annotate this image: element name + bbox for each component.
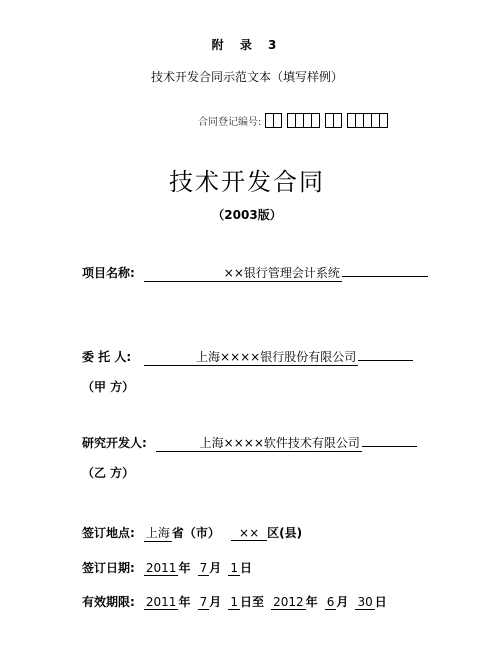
contract-title: 技术开发合同 — [169, 168, 325, 196]
start-month-suffix: 月 — [209, 595, 222, 609]
project-name-value: ××银行管理会计系统 — [144, 264, 342, 282]
end-month: 6 — [326, 595, 335, 609]
registration-box-group-3 — [326, 113, 342, 128]
contract-version: （2003版） — [212, 208, 282, 222]
document-subtitle: 技术开发合同示范文本（填写样例） — [150, 70, 343, 84]
start-year-suffix: 年 — [178, 595, 191, 609]
registration-box-group-4 — [348, 113, 388, 128]
party-a-label: （甲 方） — [82, 380, 135, 394]
sign-month: 7 — [199, 561, 208, 575]
client-row — [82, 346, 413, 366]
province-value: 上海 — [145, 526, 170, 540]
client-label: 委 托 人: — [82, 350, 132, 364]
developer-label: 研究开发人: — [82, 436, 147, 450]
registration-box — [273, 113, 282, 128]
signing-date-label: 签订日期: — [82, 561, 135, 575]
registration-box — [311, 113, 320, 128]
start-day: 1 — [230, 595, 238, 609]
end-year-suffix: 年 — [305, 595, 318, 609]
validity-row — [82, 591, 387, 610]
sign-day-suffix: 日 — [239, 561, 252, 575]
end-month-suffix: 月 — [336, 595, 349, 609]
district-value: ×× — [231, 526, 267, 541]
sign-year: 2011 — [145, 561, 177, 575]
developer-value: 上海××××软件技术有限公司 — [156, 434, 362, 452]
project-name-row — [82, 262, 428, 282]
signing-location-row — [82, 522, 302, 542]
registration-number-row — [198, 113, 388, 128]
signing-date-row — [82, 557, 252, 576]
developer-row — [82, 432, 417, 452]
province-suffix: 省（市） — [171, 526, 220, 540]
signing-location-label: 签订地点: — [82, 526, 135, 540]
sign-month-suffix: 月 — [209, 561, 222, 575]
validity-label: 有效期限: — [82, 595, 135, 609]
client-value: 上海××××银行股份有限公司 — [144, 348, 358, 366]
end-year: 2012 — [273, 595, 304, 609]
project-name-underline — [342, 262, 428, 277]
registration-box-group-1 — [266, 113, 282, 128]
party-b-label: （乙 方） — [82, 466, 135, 480]
appendix-heading: 附 录 3 — [211, 38, 283, 52]
client-underline — [358, 346, 413, 361]
project-name-label: 项目名称: — [82, 266, 135, 280]
registration-box — [379, 113, 388, 128]
registration-number-label: 合同登记编号: — [198, 117, 262, 128]
registration-box — [333, 113, 342, 128]
district-suffix: 区(县) — [267, 526, 303, 540]
developer-underline — [362, 432, 417, 447]
end-day: 30 — [357, 595, 373, 609]
sign-year-suffix: 年 — [178, 561, 191, 575]
registration-box-group-2 — [288, 113, 320, 128]
start-month: 7 — [199, 595, 208, 609]
sign-day: 1 — [230, 561, 238, 575]
start-day-suffix: 日至 — [239, 595, 264, 609]
start-year: 2011 — [145, 595, 177, 609]
end-day-suffix: 日 — [374, 595, 387, 609]
